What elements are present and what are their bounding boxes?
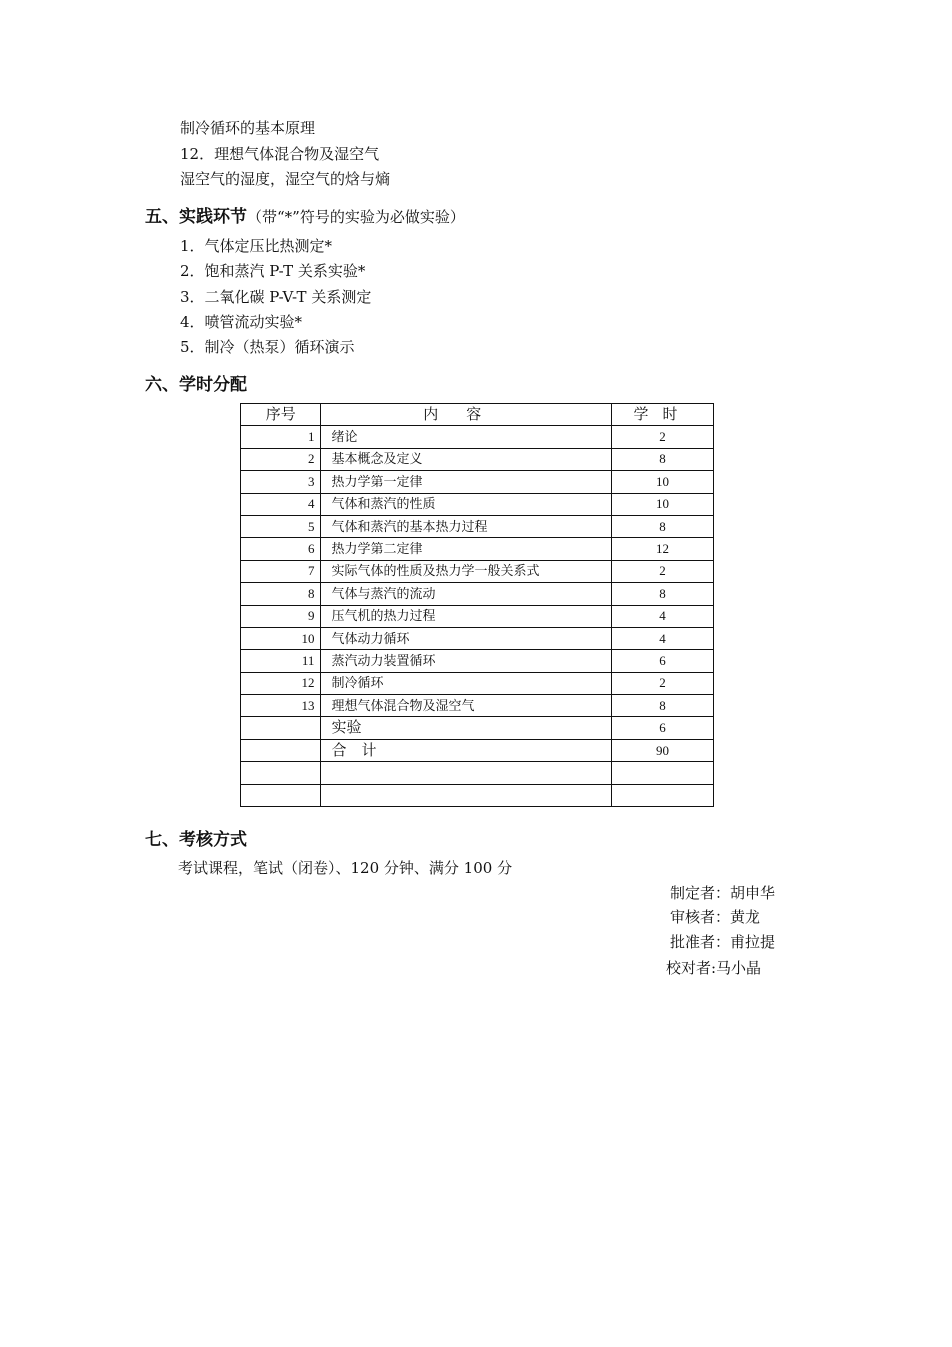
- signature-reviewer: 审核者：黄龙: [670, 908, 761, 926]
- row-hours: 12: [612, 538, 714, 560]
- table-row: [241, 583, 714, 605]
- table-row: [241, 515, 714, 537]
- row-no: 2: [241, 448, 321, 470]
- row-content: 制冷循环: [321, 672, 612, 694]
- row-content: 压气机的热力过程: [321, 605, 612, 627]
- row-hours: 8: [612, 448, 714, 470]
- row-no: [241, 739, 321, 761]
- table-row: [241, 448, 714, 470]
- row-hours: 2: [612, 426, 714, 448]
- table-row: [241, 493, 714, 515]
- row-no: [241, 717, 321, 739]
- header-no: 序号: [241, 404, 321, 426]
- intro-line-1: 制冷循环的基本原理: [180, 119, 316, 137]
- practice-item-4: 4．喷管流动实验*: [180, 313, 303, 331]
- practice-item-1: 1．气体定压比热测定*: [180, 237, 333, 255]
- signature-author: 制定者：胡申华: [670, 884, 776, 902]
- row-content: 蒸汽动力装置循环: [321, 650, 612, 672]
- section5-title: 五、实践环节: [145, 207, 247, 227]
- row-hours: 10: [612, 493, 714, 515]
- section5-heading: [145, 206, 465, 228]
- practice-item-5: 5．制冷（热泵）循环演示: [180, 338, 355, 356]
- table-row: [241, 650, 714, 672]
- table-header-row: [241, 404, 714, 426]
- row-no: [241, 784, 321, 806]
- intro-line-2: 12．理想气体混合物及湿空气: [180, 145, 380, 163]
- hours-table: [240, 403, 714, 807]
- row-content: 气体和蒸汽的基本热力过程: [321, 515, 612, 537]
- row-content: 基本概念及定义: [321, 448, 612, 470]
- row-content: 实验: [321, 717, 612, 739]
- table-row: [241, 784, 714, 806]
- row-hours: 8: [612, 583, 714, 605]
- row-no: 9: [241, 605, 321, 627]
- row-content: 绪论: [321, 426, 612, 448]
- row-hours: 4: [612, 605, 714, 627]
- row-content: 合 计: [321, 739, 612, 761]
- row-hours: 6: [612, 717, 714, 739]
- row-hours: 2: [612, 560, 714, 582]
- table-row: [241, 605, 714, 627]
- row-content: 气体与蒸汽的流动: [321, 583, 612, 605]
- table-row: [241, 538, 714, 560]
- table-row: [241, 672, 714, 694]
- row-no: 7: [241, 560, 321, 582]
- row-no: 11: [241, 650, 321, 672]
- row-no: 6: [241, 538, 321, 560]
- row-no: 10: [241, 627, 321, 649]
- row-hours: 4: [612, 627, 714, 649]
- practice-item-2: 2．饱和蒸汽 P-T 关系实验*: [180, 262, 366, 280]
- row-no: 13: [241, 695, 321, 717]
- table-row: [241, 471, 714, 493]
- exam-method-text: 考试课程，笔试（闭卷）、120 分钟、满分 100 分: [178, 859, 513, 877]
- signature-proofreader: 校对者:马小晶: [666, 959, 762, 977]
- row-no: 5: [241, 515, 321, 537]
- table-row: [241, 426, 714, 448]
- row-no: 12: [241, 672, 321, 694]
- row-content: 实际气体的性质及热力学一般关系式: [321, 560, 612, 582]
- section6-heading: 六、学时分配: [145, 375, 247, 395]
- table-row: [241, 739, 714, 761]
- practice-item-3: 3．二氧化碳 P-V-T 关系测定: [180, 288, 372, 306]
- row-content: [321, 762, 612, 784]
- row-content: 热力学第一定律: [321, 471, 612, 493]
- row-content: 理想气体混合物及湿空气: [321, 695, 612, 717]
- table-row: [241, 627, 714, 649]
- row-hours: [612, 762, 714, 784]
- row-hours: 8: [612, 515, 714, 537]
- table-row: [241, 560, 714, 582]
- row-hours: 2: [612, 672, 714, 694]
- row-no: [241, 762, 321, 784]
- signature-approver: 批准者：甫拉提: [670, 933, 776, 951]
- intro-line-3: 湿空气的湿度，湿空气的焓与熵: [180, 170, 391, 188]
- row-no: 8: [241, 583, 321, 605]
- row-content: 气体和蒸汽的性质: [321, 493, 612, 515]
- row-hours: 8: [612, 695, 714, 717]
- row-no: 3: [241, 471, 321, 493]
- row-hours: 10: [612, 471, 714, 493]
- row-no: 1: [241, 426, 321, 448]
- row-content: [321, 784, 612, 806]
- row-hours: 90: [612, 739, 714, 761]
- row-hours: [612, 784, 714, 806]
- row-no: 4: [241, 493, 321, 515]
- header-content: 内容: [321, 404, 612, 426]
- table-row: [241, 695, 714, 717]
- header-hours: 学时: [612, 404, 714, 426]
- row-hours: 6: [612, 650, 714, 672]
- table-row: [241, 717, 714, 739]
- row-content: 气体动力循环: [321, 627, 612, 649]
- section7-heading: 七、考核方式: [145, 830, 247, 850]
- row-content: 热力学第二定律: [321, 538, 612, 560]
- table-row: [241, 762, 714, 784]
- section5-note: （带“*”符号的实验为必做实验）: [247, 208, 465, 226]
